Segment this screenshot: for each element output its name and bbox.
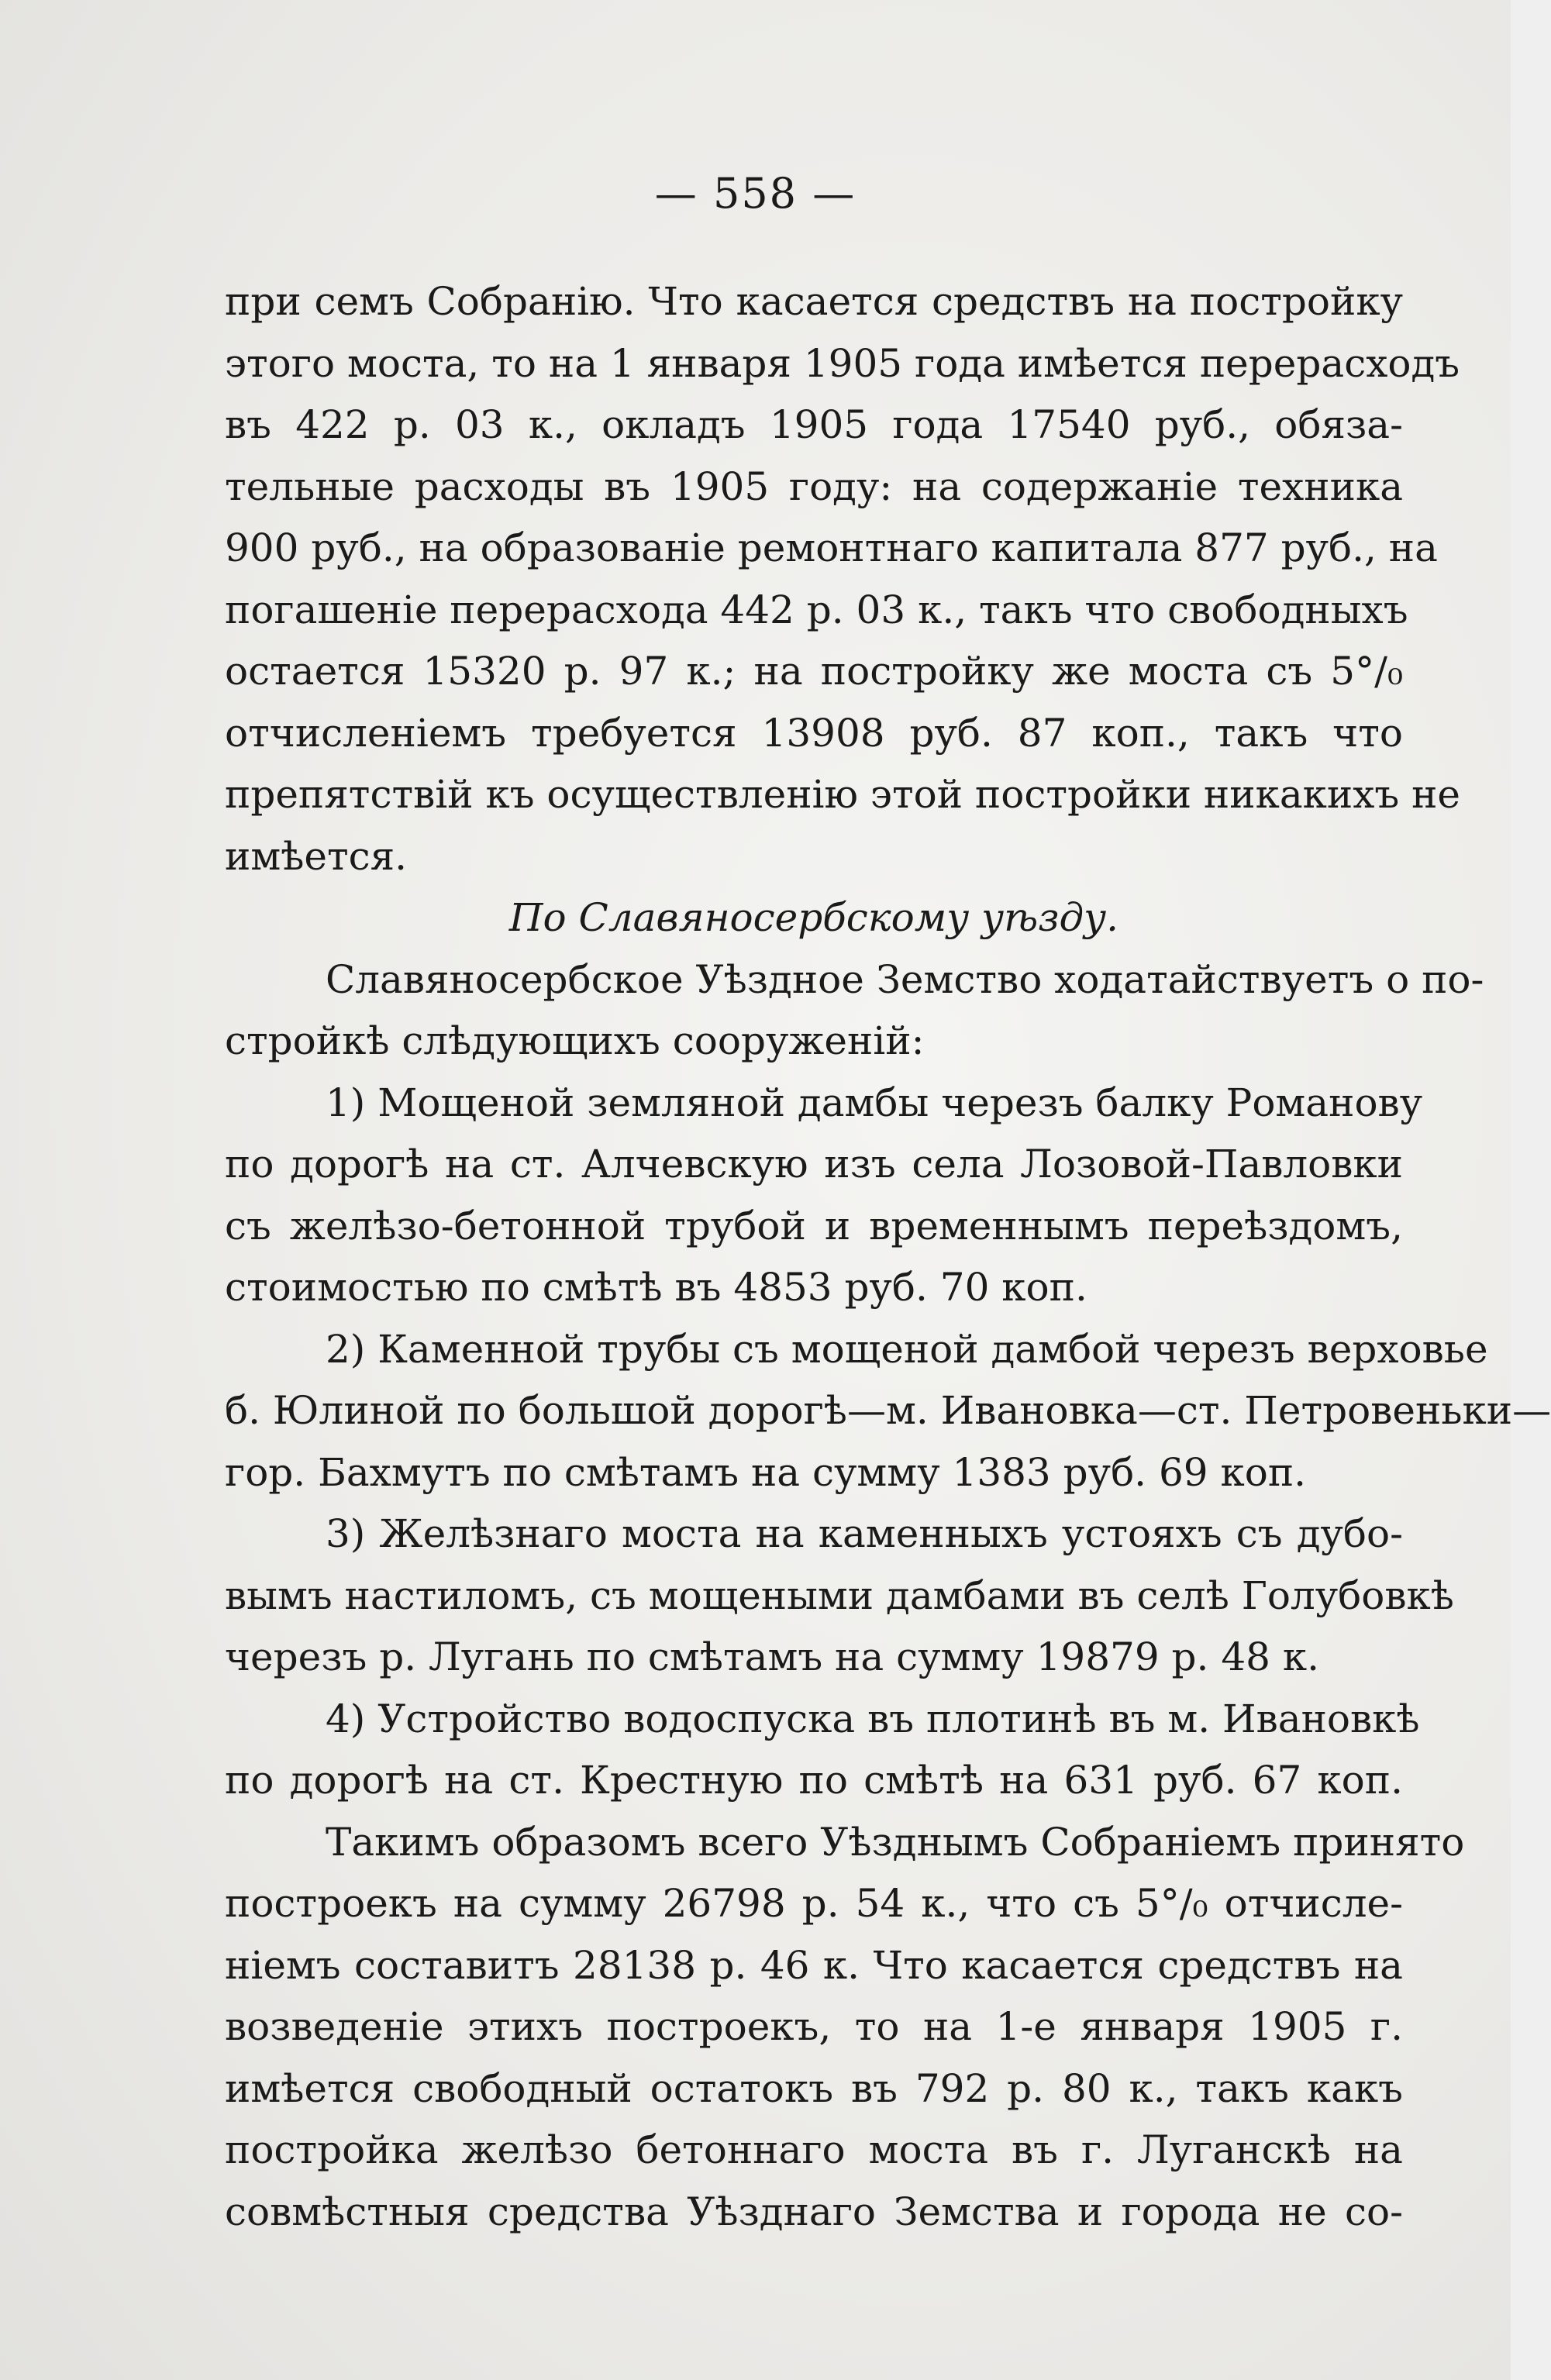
section-heading: По Славяносербскому уѣзду.: [508, 895, 1119, 940]
text-line: погашеніе перерасхода 442 р. 03 к., такъ что свободныхъ: [225, 587, 1408, 632]
text-line: 4) Устройство водоспуска въ плотинѣ въ м. Ивановкѣ: [326, 1696, 1420, 1741]
text-line: Такимъ образомъ всего Уѣзднымъ Собраніемъ принято: [326, 1819, 1465, 1865]
text-line: этого моста, то на 1 января 1905 года имѣется перерасходъ: [225, 340, 1460, 386]
text-line: съ желѣзо-бетонной трубой и временнымъ переѣздомъ,: [225, 1203, 1403, 1249]
text-line: Славяносербское Уѣздное Земство ходатайствуетъ о по-: [326, 956, 1484, 1002]
page-number: — 558 —: [654, 169, 856, 218]
text-line: б. Юлиной по большой дорогѣ—м. Ивановка—ст. Петровеньки—: [225, 1388, 1551, 1433]
text-line: по дорогѣ на ст. Крестную по смѣтѣ на 631 руб. 67 коп.: [225, 1758, 1403, 1803]
text-line: постройка желѣзо бетоннаго моста въ г. Луганскѣ на: [225, 2127, 1403, 2172]
text-line: отчисленіемъ требуется 13908 руб. 87 коп., такъ что: [225, 710, 1403, 756]
text-line: имѣется.: [225, 833, 408, 879]
text-line: при семъ Собранію. Что касается средствъ на постройку: [225, 279, 1403, 324]
text-line: 1) Мощеной земляной дамбы черезъ балку Романову: [326, 1080, 1423, 1125]
text-line: стоимостью по смѣтѣ въ 4853 руб. 70 коп.: [225, 1265, 1087, 1310]
text-line: остается 15320 р. 97 к.; на постройку же моста съ 5°/₀: [225, 649, 1403, 694]
text-line: вымъ настиломъ, съ мощеными дамбами въ селѣ Голубовкѣ: [225, 1572, 1454, 1618]
text-line: тельные расходы въ 1905 году: на содержаніе техника: [225, 463, 1403, 509]
text-line: 3) Желѣзнаго моста на каменныхъ устояхъ съ дубо-: [326, 1511, 1403, 1556]
text-line: 2) Каменной трубы съ мощеной дамбой черезъ верховье: [326, 1326, 1488, 1372]
text-line: совмѣстныя средства Уѣзднаго Земства и города не со-: [225, 2189, 1403, 2234]
text-line: ніемъ составитъ 28138 р. 46 к. Что касается средствъ на: [225, 1942, 1403, 1988]
text-line: возведеніе этихъ построекъ, то на 1-е января 1905 г.: [225, 2004, 1403, 2049]
text-line: гор. Бахмутъ по смѣтамъ на сумму 1383 руб. 69 коп.: [225, 1449, 1307, 1495]
text-line: построекъ на сумму 26798 р. 54 к., что съ 5°/₀ отчисле-: [225, 1881, 1403, 1926]
text-line: въ 422 р. 03 к., окладъ 1905 года 17540 руб., обяза-: [225, 402, 1403, 447]
text-line: имѣется свободный остатокъ въ 792 р. 80 к., такъ какъ: [225, 2065, 1403, 2111]
text-line: препятствій къ осуществленію этой постройки никакихъ не: [225, 772, 1461, 817]
text-line: по дорогѣ на ст. Алчевскую изъ села Лозовой-Павловки: [225, 1142, 1403, 1187]
text-line: стройкѣ слѣдующихъ сооруженій:: [225, 1018, 925, 1063]
text-line: черезъ р. Лугань по смѣтамъ на сумму 19879 р. 48 к.: [225, 1634, 1319, 1679]
body-text: [225, 271, 1551, 2243]
text-line: 900 руб., на образованіе ремонтнаго капитала 877 руб., на: [225, 525, 1438, 570]
